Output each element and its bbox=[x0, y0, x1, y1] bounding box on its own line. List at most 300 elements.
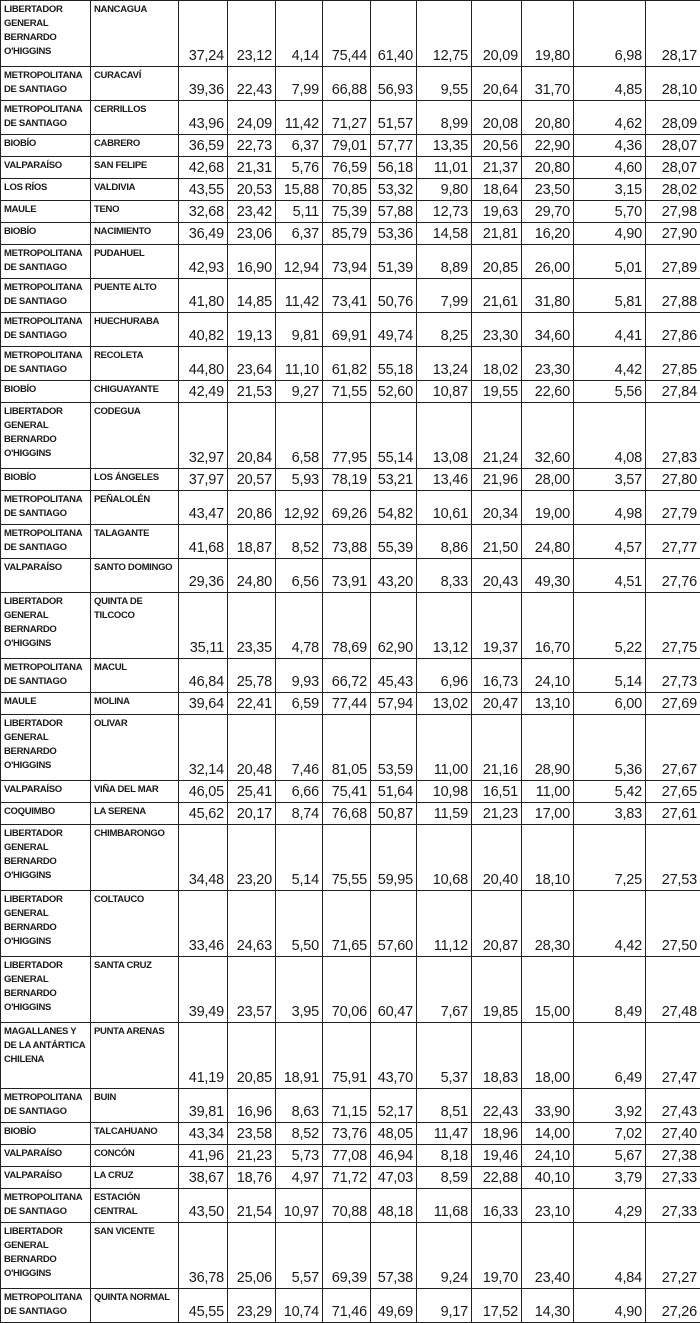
value-cell: 59,95 bbox=[371, 825, 417, 891]
value-cell: 8,25 bbox=[417, 313, 472, 347]
table-row bbox=[1, 1089, 700, 1123]
value-cell: 77,95 bbox=[323, 403, 371, 469]
value-cell: 8,33 bbox=[417, 559, 472, 593]
value-cell: 40,10 bbox=[522, 1167, 574, 1189]
value-cell: 18,64 bbox=[472, 179, 522, 201]
commune-cell: VALDIVIA bbox=[91, 179, 179, 201]
commune-cell: PUENTE ALTO bbox=[91, 279, 179, 313]
value-cell: 19,70 bbox=[472, 1223, 522, 1289]
table-row bbox=[1, 201, 700, 223]
value-cell: 4,90 bbox=[574, 1289, 646, 1323]
value-cell: 15,88 bbox=[276, 179, 323, 201]
value-cell: 6,49 bbox=[574, 1023, 646, 1089]
value-cell: 5,73 bbox=[276, 1145, 323, 1167]
value-cell: 51,39 bbox=[371, 245, 417, 279]
value-cell: 21,37 bbox=[472, 157, 522, 179]
commune-cell: COLTAUCO bbox=[91, 891, 179, 957]
value-cell: 31,80 bbox=[522, 279, 574, 313]
value-cell: 6,37 bbox=[276, 135, 323, 157]
value-cell: 21,16 bbox=[472, 715, 522, 781]
value-cell: 5,67 bbox=[574, 1145, 646, 1167]
table-row bbox=[1, 347, 700, 381]
value-cell: 70,06 bbox=[323, 957, 371, 1023]
value-cell: 41,80 bbox=[179, 279, 228, 313]
region-cell: VALPARAÍSO bbox=[1, 559, 91, 593]
value-cell: 8,51 bbox=[417, 1089, 472, 1123]
value-cell: 43,55 bbox=[179, 179, 228, 201]
value-cell: 18,10 bbox=[522, 825, 574, 891]
region-cell: LIBERTADOR GENERAL BERNARDO O'HIGGINS bbox=[1, 1223, 91, 1289]
value-cell: 27,84 bbox=[646, 381, 700, 403]
value-cell: 78,69 bbox=[323, 593, 371, 659]
region-cell: METROPOLITANA DE SANTIAGO bbox=[1, 525, 91, 559]
value-cell: 49,74 bbox=[371, 313, 417, 347]
value-cell: 20,87 bbox=[472, 891, 522, 957]
value-cell: 27,98 bbox=[646, 201, 700, 223]
value-cell: 27,86 bbox=[646, 313, 700, 347]
value-cell: 6,66 bbox=[276, 781, 323, 803]
commune-cell: NANCAGUA bbox=[91, 1, 179, 67]
value-cell: 8,52 bbox=[276, 1123, 323, 1145]
value-cell: 56,18 bbox=[371, 157, 417, 179]
value-cell: 11,00 bbox=[522, 781, 574, 803]
value-cell: 20,34 bbox=[472, 491, 522, 525]
value-cell: 5,14 bbox=[276, 825, 323, 891]
value-cell: 18,76 bbox=[228, 1167, 276, 1189]
value-cell: 71,65 bbox=[323, 891, 371, 957]
value-cell: 33,46 bbox=[179, 891, 228, 957]
value-cell: 4,29 bbox=[574, 1189, 646, 1223]
region-cell: METROPOLITANA DE SANTIAGO bbox=[1, 245, 91, 279]
value-cell: 20,17 bbox=[228, 803, 276, 825]
region-cell: BIOBÍO bbox=[1, 223, 91, 245]
commune-cell: CURACAVÍ bbox=[91, 67, 179, 101]
region-cell: METROPOLITANA DE SANTIAGO bbox=[1, 491, 91, 525]
value-cell: 12,92 bbox=[276, 491, 323, 525]
region-cell: LOS RÍOS bbox=[1, 179, 91, 201]
table-row bbox=[1, 101, 700, 135]
table-row bbox=[1, 1123, 700, 1145]
value-cell: 33,90 bbox=[522, 1089, 574, 1123]
value-cell: 70,88 bbox=[323, 1189, 371, 1223]
value-cell: 13,02 bbox=[417, 693, 472, 715]
table-row bbox=[1, 135, 700, 157]
value-cell: 10,98 bbox=[417, 781, 472, 803]
commune-cell: CERRILLOS bbox=[91, 101, 179, 135]
commune-cell: MACUL bbox=[91, 659, 179, 693]
value-cell: 22,60 bbox=[522, 381, 574, 403]
value-cell: 11,00 bbox=[417, 715, 472, 781]
value-cell: 43,50 bbox=[179, 1189, 228, 1223]
table-row bbox=[1, 157, 700, 179]
value-cell: 5,57 bbox=[276, 1223, 323, 1289]
value-cell: 11,47 bbox=[417, 1123, 472, 1145]
value-cell: 22,43 bbox=[228, 67, 276, 101]
commune-cell: PEÑALOLÉN bbox=[91, 491, 179, 525]
value-cell: 57,38 bbox=[371, 1223, 417, 1289]
value-cell: 19,80 bbox=[522, 1, 574, 67]
value-cell: 24,80 bbox=[522, 525, 574, 559]
value-cell: 5,76 bbox=[276, 157, 323, 179]
value-cell: 32,68 bbox=[179, 201, 228, 223]
value-cell: 4,42 bbox=[574, 891, 646, 957]
commune-cell: VIÑA DEL MAR bbox=[91, 781, 179, 803]
commune-cell: ESTACIÓN CENTRAL bbox=[91, 1189, 179, 1223]
commune-cell: LA SERENA bbox=[91, 803, 179, 825]
value-cell: 20,09 bbox=[472, 1, 522, 67]
value-cell: 4,62 bbox=[574, 101, 646, 135]
value-cell: 24,63 bbox=[228, 891, 276, 957]
value-cell: 16,20 bbox=[522, 223, 574, 245]
commune-cell: SANTO DOMINGO bbox=[91, 559, 179, 593]
value-cell: 39,49 bbox=[179, 957, 228, 1023]
value-cell: 8,52 bbox=[276, 525, 323, 559]
value-cell: 28,02 bbox=[646, 179, 700, 201]
value-cell: 11,42 bbox=[276, 279, 323, 313]
value-cell: 27,33 bbox=[646, 1167, 700, 1189]
value-cell: 37,97 bbox=[179, 469, 228, 491]
commune-cell: PUDAHUEL bbox=[91, 245, 179, 279]
value-cell: 71,72 bbox=[323, 1167, 371, 1189]
region-cell: LIBERTADOR GENERAL BERNARDO O'HIGGINS bbox=[1, 1, 91, 67]
value-cell: 18,83 bbox=[472, 1023, 522, 1089]
value-cell: 69,39 bbox=[323, 1223, 371, 1289]
value-cell: 23,42 bbox=[228, 201, 276, 223]
value-cell: 69,26 bbox=[323, 491, 371, 525]
value-cell: 20,40 bbox=[472, 825, 522, 891]
value-cell: 60,47 bbox=[371, 957, 417, 1023]
table-row bbox=[1, 1023, 700, 1089]
region-cell: BIOBÍO bbox=[1, 469, 91, 491]
value-cell: 39,81 bbox=[179, 1089, 228, 1123]
value-cell: 4,41 bbox=[574, 313, 646, 347]
commune-cell: CONCÓN bbox=[91, 1145, 179, 1167]
value-cell: 71,46 bbox=[323, 1289, 371, 1323]
value-cell: 38,67 bbox=[179, 1167, 228, 1189]
value-cell: 27,50 bbox=[646, 891, 700, 957]
value-cell: 8,99 bbox=[417, 101, 472, 135]
region-cell: VALPARAÍSO bbox=[1, 1145, 91, 1167]
value-cell: 7,46 bbox=[276, 715, 323, 781]
value-cell: 21,23 bbox=[228, 1145, 276, 1167]
table-row bbox=[1, 245, 700, 279]
value-cell: 4,51 bbox=[574, 559, 646, 593]
commune-cell: CHIGUAYANTE bbox=[91, 381, 179, 403]
value-cell: 27,79 bbox=[646, 491, 700, 525]
value-cell: 9,24 bbox=[417, 1223, 472, 1289]
value-cell: 37,24 bbox=[179, 1, 228, 67]
table-row bbox=[1, 525, 700, 559]
value-cell: 4,84 bbox=[574, 1223, 646, 1289]
commune-cell: QUINTA DE TILCOCO bbox=[91, 593, 179, 659]
value-cell: 25,41 bbox=[228, 781, 276, 803]
value-cell: 23,58 bbox=[228, 1123, 276, 1145]
value-cell: 6,96 bbox=[417, 659, 472, 693]
value-cell: 28,07 bbox=[646, 157, 700, 179]
value-cell: 4,14 bbox=[276, 1, 323, 67]
region-cell: COQUIMBO bbox=[1, 803, 91, 825]
value-cell: 23,12 bbox=[228, 1, 276, 67]
value-cell: 6,37 bbox=[276, 223, 323, 245]
value-cell: 41,68 bbox=[179, 525, 228, 559]
value-cell: 5,01 bbox=[574, 245, 646, 279]
value-cell: 73,94 bbox=[323, 245, 371, 279]
value-cell: 43,20 bbox=[371, 559, 417, 593]
value-cell: 27,73 bbox=[646, 659, 700, 693]
value-cell: 78,19 bbox=[323, 469, 371, 491]
value-cell: 25,06 bbox=[228, 1223, 276, 1289]
value-cell: 5,22 bbox=[574, 593, 646, 659]
value-cell: 20,86 bbox=[228, 491, 276, 525]
value-cell: 23,30 bbox=[472, 313, 522, 347]
value-cell: 43,96 bbox=[179, 101, 228, 135]
value-cell: 36,59 bbox=[179, 135, 228, 157]
value-cell: 26,00 bbox=[522, 245, 574, 279]
value-cell: 18,02 bbox=[472, 347, 522, 381]
table-row bbox=[1, 693, 700, 715]
commune-cell: BUIN bbox=[91, 1089, 179, 1123]
value-cell: 21,96 bbox=[472, 469, 522, 491]
value-cell: 27,69 bbox=[646, 693, 700, 715]
value-cell: 9,27 bbox=[276, 381, 323, 403]
value-cell: 5,14 bbox=[574, 659, 646, 693]
value-cell: 9,17 bbox=[417, 1289, 472, 1323]
value-cell: 14,00 bbox=[522, 1123, 574, 1145]
table-row bbox=[1, 1, 700, 67]
region-cell: VALPARAÍSO bbox=[1, 157, 91, 179]
commune-cell: CHIMBARONGO bbox=[91, 825, 179, 891]
value-cell: 16,73 bbox=[472, 659, 522, 693]
region-cell: METROPOLITANA DE SANTIAGO bbox=[1, 313, 91, 347]
value-cell: 23,64 bbox=[228, 347, 276, 381]
value-cell: 9,93 bbox=[276, 659, 323, 693]
region-cell: LIBERTADOR GENERAL BERNARDO O'HIGGINS bbox=[1, 957, 91, 1023]
value-cell: 55,18 bbox=[371, 347, 417, 381]
value-cell: 22,73 bbox=[228, 135, 276, 157]
value-cell: 23,57 bbox=[228, 957, 276, 1023]
value-cell: 52,60 bbox=[371, 381, 417, 403]
value-cell: 52,17 bbox=[371, 1089, 417, 1123]
value-cell: 22,88 bbox=[472, 1167, 522, 1189]
table-row bbox=[1, 491, 700, 525]
value-cell: 17,00 bbox=[522, 803, 574, 825]
value-cell: 6,98 bbox=[574, 1, 646, 67]
value-cell: 5,37 bbox=[417, 1023, 472, 1089]
region-cell: VALPARAÍSO bbox=[1, 781, 91, 803]
value-cell: 24,09 bbox=[228, 101, 276, 135]
table-row bbox=[1, 179, 700, 201]
region-cell: BIOBÍO bbox=[1, 381, 91, 403]
value-cell: 10,97 bbox=[276, 1189, 323, 1223]
value-cell: 27,88 bbox=[646, 279, 700, 313]
value-cell: 20,08 bbox=[472, 101, 522, 135]
value-cell: 70,85 bbox=[323, 179, 371, 201]
value-cell: 49,30 bbox=[522, 559, 574, 593]
value-cell: 45,62 bbox=[179, 803, 228, 825]
value-cell: 41,19 bbox=[179, 1023, 228, 1089]
value-cell: 19,63 bbox=[472, 201, 522, 223]
value-cell: 57,77 bbox=[371, 135, 417, 157]
value-cell: 32,97 bbox=[179, 403, 228, 469]
value-cell: 14,85 bbox=[228, 279, 276, 313]
value-cell: 16,33 bbox=[472, 1189, 522, 1223]
value-cell: 50,76 bbox=[371, 279, 417, 313]
value-cell: 5,93 bbox=[276, 469, 323, 491]
value-cell: 4,60 bbox=[574, 157, 646, 179]
value-cell: 36,78 bbox=[179, 1223, 228, 1289]
value-cell: 11,59 bbox=[417, 803, 472, 825]
value-cell: 7,02 bbox=[574, 1123, 646, 1145]
value-cell: 3,57 bbox=[574, 469, 646, 491]
value-cell: 4,36 bbox=[574, 135, 646, 157]
value-cell: 32,14 bbox=[179, 715, 228, 781]
value-cell: 53,59 bbox=[371, 715, 417, 781]
value-cell: 27,77 bbox=[646, 525, 700, 559]
value-cell: 24,10 bbox=[522, 1145, 574, 1167]
region-cell: MAULE bbox=[1, 693, 91, 715]
value-cell: 7,67 bbox=[417, 957, 472, 1023]
value-cell: 42,68 bbox=[179, 157, 228, 179]
value-cell: 4,97 bbox=[276, 1167, 323, 1189]
value-cell: 20,64 bbox=[472, 67, 522, 101]
value-cell: 35,11 bbox=[179, 593, 228, 659]
commune-cell: PUNTA ARENAS bbox=[91, 1023, 179, 1089]
value-cell: 6,59 bbox=[276, 693, 323, 715]
value-cell: 29,36 bbox=[179, 559, 228, 593]
value-cell: 28,07 bbox=[646, 135, 700, 157]
region-cell: METROPOLITANA DE SANTIAGO bbox=[1, 67, 91, 101]
value-cell: 75,55 bbox=[323, 825, 371, 891]
value-cell: 18,00 bbox=[522, 1023, 574, 1089]
table-row bbox=[1, 957, 700, 1023]
table-row bbox=[1, 403, 700, 469]
value-cell: 79,01 bbox=[323, 135, 371, 157]
value-cell: 61,40 bbox=[371, 1, 417, 67]
value-cell: 11,12 bbox=[417, 891, 472, 957]
value-cell: 51,57 bbox=[371, 101, 417, 135]
value-cell: 20,48 bbox=[228, 715, 276, 781]
value-cell: 27,26 bbox=[646, 1289, 700, 1323]
value-cell: 16,70 bbox=[522, 593, 574, 659]
region-cell: METROPOLITANA DE SANTIAGO bbox=[1, 279, 91, 313]
value-cell: 46,05 bbox=[179, 781, 228, 803]
value-cell: 27,48 bbox=[646, 957, 700, 1023]
value-cell: 11,01 bbox=[417, 157, 472, 179]
value-cell: 19,13 bbox=[228, 313, 276, 347]
value-cell: 76,68 bbox=[323, 803, 371, 825]
value-cell: 27,83 bbox=[646, 403, 700, 469]
value-cell: 55,39 bbox=[371, 525, 417, 559]
region-cell: VALPARAÍSO bbox=[1, 1167, 91, 1189]
value-cell: 23,30 bbox=[522, 347, 574, 381]
table-row bbox=[1, 715, 700, 781]
value-cell: 27,80 bbox=[646, 469, 700, 491]
region-cell: BIOBÍO bbox=[1, 135, 91, 157]
value-cell: 20,85 bbox=[228, 1023, 276, 1089]
value-cell: 43,47 bbox=[179, 491, 228, 525]
value-cell: 10,68 bbox=[417, 825, 472, 891]
table-body bbox=[1, 1, 700, 1323]
region-cell: METROPOLITANA DE SANTIAGO bbox=[1, 1089, 91, 1123]
value-cell: 8,86 bbox=[417, 525, 472, 559]
value-cell: 75,44 bbox=[323, 1, 371, 67]
value-cell: 8,63 bbox=[276, 1089, 323, 1123]
value-cell: 28,90 bbox=[522, 715, 574, 781]
value-cell: 34,48 bbox=[179, 825, 228, 891]
value-cell: 57,94 bbox=[371, 693, 417, 715]
value-cell: 6,56 bbox=[276, 559, 323, 593]
commune-cell: MOLINA bbox=[91, 693, 179, 715]
value-cell: 27,47 bbox=[646, 1023, 700, 1089]
value-cell: 39,64 bbox=[179, 693, 228, 715]
table-row bbox=[1, 559, 700, 593]
value-cell: 48,05 bbox=[371, 1123, 417, 1145]
value-cell: 8,59 bbox=[417, 1167, 472, 1189]
value-cell: 27,53 bbox=[646, 825, 700, 891]
value-cell: 20,80 bbox=[522, 157, 574, 179]
value-cell: 28,00 bbox=[522, 469, 574, 491]
value-cell: 23,40 bbox=[522, 1223, 574, 1289]
region-cell: METROPOLITANA DE SANTIAGO bbox=[1, 101, 91, 135]
commune-cell: QUINTA NORMAL bbox=[91, 1289, 179, 1323]
value-cell: 31,70 bbox=[522, 67, 574, 101]
value-cell: 41,96 bbox=[179, 1145, 228, 1167]
value-cell: 21,81 bbox=[472, 223, 522, 245]
commune-cell: OLIVAR bbox=[91, 715, 179, 781]
value-cell: 53,36 bbox=[371, 223, 417, 245]
region-cell: METROPOLITANA DE SANTIAGO bbox=[1, 1189, 91, 1223]
value-cell: 3,92 bbox=[574, 1089, 646, 1123]
table-row bbox=[1, 825, 700, 891]
value-cell: 19,85 bbox=[472, 957, 522, 1023]
value-cell: 20,57 bbox=[228, 469, 276, 491]
value-cell: 42,93 bbox=[179, 245, 228, 279]
value-cell: 12,73 bbox=[417, 201, 472, 223]
region-cell: LIBERTADOR GENERAL BERNARDO O'HIGGINS bbox=[1, 825, 91, 891]
value-cell: 11,10 bbox=[276, 347, 323, 381]
table-row bbox=[1, 1167, 700, 1189]
value-cell: 55,14 bbox=[371, 403, 417, 469]
value-cell: 19,46 bbox=[472, 1145, 522, 1167]
value-cell: 66,88 bbox=[323, 67, 371, 101]
value-cell: 4,85 bbox=[574, 67, 646, 101]
value-cell: 75,41 bbox=[323, 781, 371, 803]
region-cell: LIBERTADOR GENERAL BERNARDO O'HIGGINS bbox=[1, 715, 91, 781]
value-cell: 13,08 bbox=[417, 403, 472, 469]
value-cell: 27,27 bbox=[646, 1223, 700, 1289]
commune-cell: RECOLETA bbox=[91, 347, 179, 381]
value-cell: 5,36 bbox=[574, 715, 646, 781]
value-cell: 42,49 bbox=[179, 381, 228, 403]
value-cell: 6,00 bbox=[574, 693, 646, 715]
value-cell: 23,06 bbox=[228, 223, 276, 245]
commune-cell: LA CRUZ bbox=[91, 1167, 179, 1189]
value-cell: 3,15 bbox=[574, 179, 646, 201]
value-cell: 7,99 bbox=[276, 67, 323, 101]
value-cell: 75,39 bbox=[323, 201, 371, 223]
commune-cell: SAN FELIPE bbox=[91, 157, 179, 179]
value-cell: 11,42 bbox=[276, 101, 323, 135]
table-row bbox=[1, 279, 700, 313]
table-row bbox=[1, 1189, 700, 1223]
value-cell: 27,67 bbox=[646, 715, 700, 781]
value-cell: 27,89 bbox=[646, 245, 700, 279]
value-cell: 27,65 bbox=[646, 781, 700, 803]
value-cell: 8,49 bbox=[574, 957, 646, 1023]
commune-cell: TALCAHUANO bbox=[91, 1123, 179, 1145]
value-cell: 69,91 bbox=[323, 313, 371, 347]
value-cell: 21,23 bbox=[472, 803, 522, 825]
